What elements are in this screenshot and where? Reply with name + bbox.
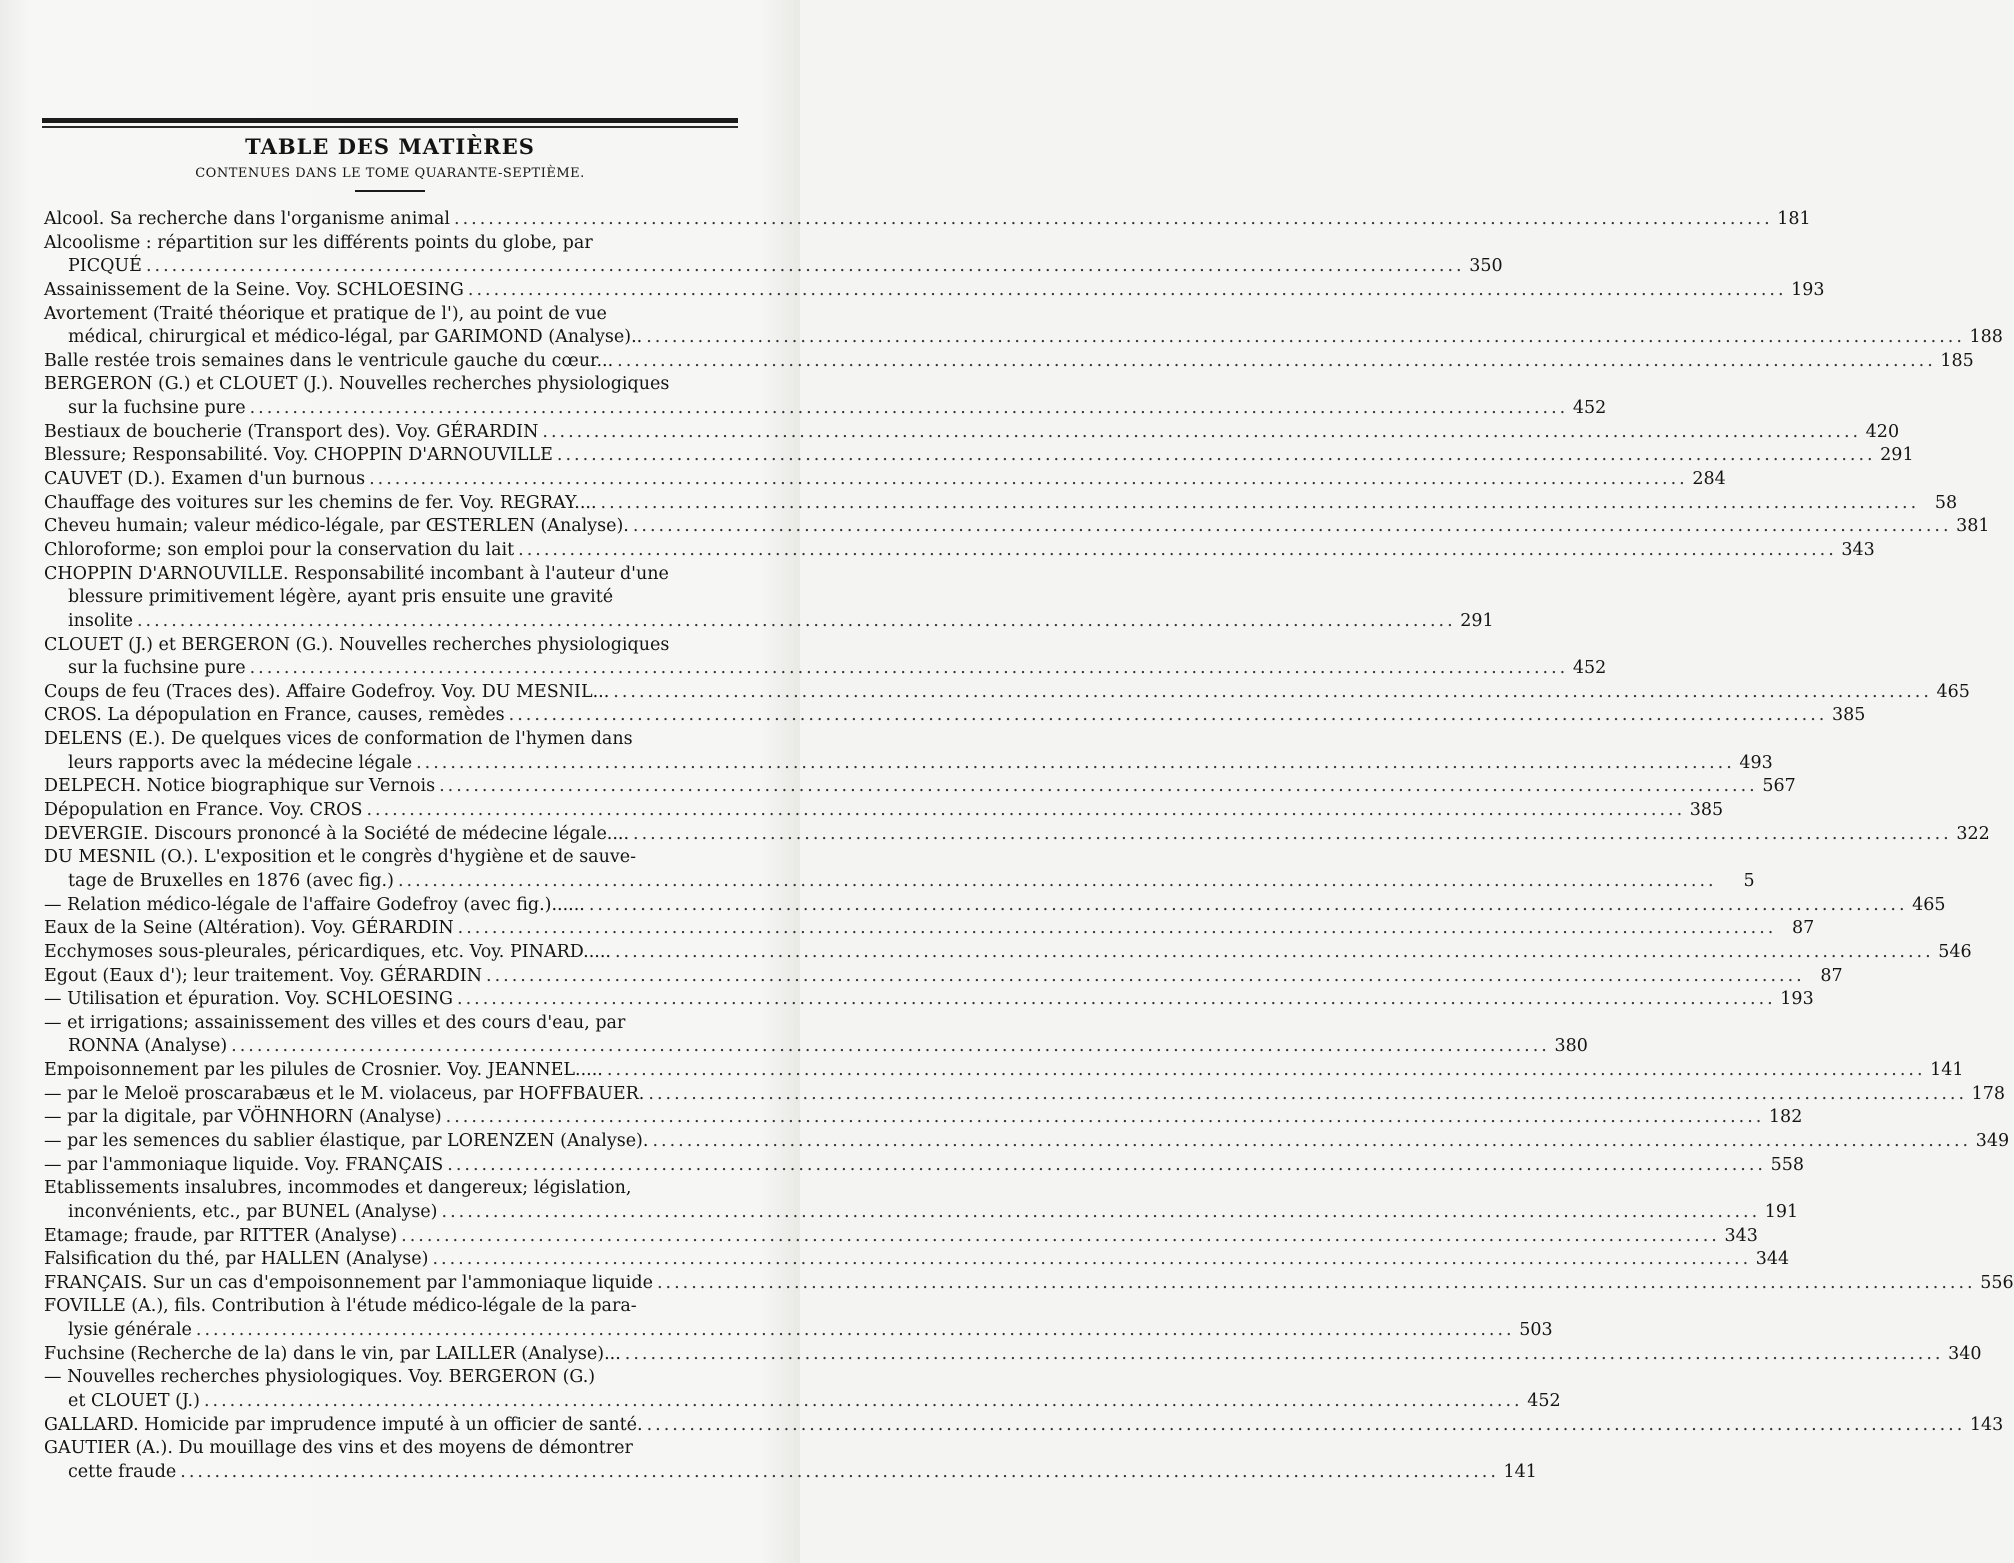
index-line: [44, 1272, 2014, 1296]
page-number: 546: [1938, 941, 1972, 962]
dot-leader: [613, 681, 1932, 705]
index-line: [44, 1106, 1803, 1130]
index-line: [44, 846, 760, 870]
index-line: [44, 1201, 1799, 1225]
index-line: [44, 1154, 1804, 1178]
dot-leader: [250, 397, 1569, 421]
index-line: [44, 1414, 2004, 1438]
index-line: [44, 799, 1724, 823]
page-number: 385: [1831, 705, 1866, 726]
dot-leader: [589, 894, 1908, 918]
page-number: 284: [1692, 469, 1726, 490]
page-number: 556: [1980, 1272, 2014, 1293]
page-number: 143: [1969, 1414, 2004, 1435]
entry-text: DEVERGIE. Discours prononcé à la Société de médecine légale....: [44, 823, 630, 844]
dot-leader: [646, 326, 1965, 350]
page-number: 380: [1554, 1036, 1588, 1057]
page-number: 465: [1912, 894, 1946, 915]
dot-leader: [617, 350, 1936, 374]
index-line: [44, 988, 1814, 1012]
index-line: [44, 1295, 760, 1319]
index-line: [44, 634, 760, 658]
dot-leader: [204, 1390, 1523, 1414]
page-number: 465: [1936, 681, 1970, 702]
dot-leader: [231, 1035, 1550, 1059]
page-number: 87: [1820, 965, 1843, 986]
entry-text: lysie générale: [68, 1320, 192, 1341]
top-thick-rule: [42, 118, 738, 123]
entry-text: Egout (Eaux d'); leur traitement. Voy. GÉRARDIN: [44, 965, 483, 986]
index-line: [44, 515, 1990, 539]
entry-text: Alcool. Sa recherche dans l'organisme animal: [44, 209, 451, 229]
page-number: 381: [1956, 516, 1990, 537]
entry-text: inconvénients, etc., par BUNEL (Analyse): [68, 1201, 438, 1222]
entry-text: Chauffage des voitures sur les chemins de fer. Voy. REGRAY....: [44, 492, 597, 513]
page-number: 385: [1689, 800, 1724, 821]
page-number: 87: [1792, 918, 1815, 939]
page-number: 322: [1956, 823, 1990, 844]
dot-leader: [652, 1130, 1971, 1154]
page-number: 340: [1948, 1343, 1982, 1364]
index-line: [44, 917, 1815, 941]
index-line: [44, 894, 1946, 918]
page-number: 452: [1572, 658, 1607, 679]
dot-leader: [196, 1319, 1515, 1343]
index-line: [44, 1366, 760, 1390]
page-number: 291: [1880, 445, 1914, 466]
dot-leader: [250, 657, 1569, 681]
page-number: 141: [1503, 1461, 1537, 1482]
dot-leader: [601, 492, 1920, 516]
entry-text: CROS. La dépopulation en France, causes, remèdes: [44, 705, 505, 726]
index-line: [44, 1248, 1790, 1272]
dot-leader: [442, 1201, 1761, 1225]
index-line: [44, 1059, 1964, 1083]
page-number: 503: [1519, 1320, 1553, 1341]
dot-leader: [647, 1414, 1966, 1438]
entry-text: — Utilisation et épuration. Voy. SCHLOESING: [44, 989, 454, 1010]
dot-leader: [607, 1059, 1926, 1083]
entry-text: Blessure; Responsabilité. Voy. CHOPPIN D'ARNOUVILLE: [44, 445, 553, 466]
dot-leader: [625, 1343, 1944, 1367]
index-line: [44, 610, 1494, 634]
dot-leader: [458, 917, 1777, 941]
page-number: 182: [1768, 1107, 1803, 1128]
entry-text: BERGERON (G.) et CLOUET (J.). Nouvelles recherches physiologiques: [44, 374, 670, 395]
top-thin-rule: [42, 126, 738, 128]
page-number: 493: [1739, 752, 1773, 773]
dot-leader: [454, 208, 1773, 232]
entry-text: CAUVET (D.). Examen d'un burnous: [44, 469, 366, 490]
dot-leader: [633, 515, 1952, 539]
entry-text: blessure primitivement légère, ayant pris ensuite une gravité: [68, 587, 614, 608]
entry-text: Chloroforme; son emploi pour la conservation du lait: [44, 539, 515, 560]
entry-text: et CLOUET (J.): [68, 1391, 200, 1412]
dot-leader: [486, 965, 1805, 989]
entry-text: sur la fuchsine pure: [68, 398, 246, 419]
index-line: [44, 657, 1607, 681]
index-line: [44, 728, 760, 752]
entry-text: insolite: [68, 610, 133, 631]
dot-leader: [398, 870, 1717, 894]
entry-text: GAUTIER (A.). Du mouillage des vins et des moyens de démontrer: [44, 1438, 633, 1459]
entry-text: cette fraude: [68, 1461, 177, 1482]
page-number: 193: [1791, 279, 1825, 300]
page-number: 452: [1572, 398, 1607, 419]
index-line: [44, 941, 1972, 965]
entry-text: — Relation médico-légale de l'affaire Godefroy (avec fig.)......: [44, 894, 585, 915]
entry-text: Coups de feu (Traces des). Affaire Godefroy. Voy. DU MESNIL...: [44, 681, 610, 702]
page-number: 567: [1762, 776, 1796, 797]
dot-leader: [439, 775, 1758, 799]
page-number: 185: [1940, 350, 1974, 371]
entry-text: DELENS (E.). De quelques vices de conformation de l'hymen dans: [44, 729, 633, 750]
index-line: [44, 421, 1900, 445]
entry-text: Dépopulation en France. Voy. CROS: [44, 800, 363, 821]
entry-text: DU MESNIL (O.). L'exposition et le congrès d'hygiène et de sauve-: [44, 847, 637, 868]
entry-text: FRANÇAIS. Sur un cas d'empoisonnement par l'ammoniaque liquide: [44, 1272, 653, 1293]
page-number: 181: [1777, 209, 1811, 229]
index-line: [44, 1177, 760, 1201]
entry-text: Fuchsine (Recherche de la) dans le vin, par LAILLER (Analyse)...: [44, 1343, 621, 1364]
page-number: 141: [1930, 1060, 1964, 1081]
index-line: [44, 1130, 2010, 1154]
index-line: [44, 681, 1970, 705]
entry-text: GALLARD. Homicide par imprudence imputé à un officier de santé.: [44, 1414, 643, 1435]
entry-text: — par le Meloë proscarabæus et le M. violaceus, par HOFFBAUER.: [44, 1083, 645, 1104]
index-entries: [44, 208, 2014, 1485]
dot-leader: [457, 988, 1776, 1012]
index-line: [44, 823, 1990, 847]
page-number: 343: [1724, 1225, 1758, 1246]
index-line: [44, 752, 1773, 776]
entry-text: Avortement (Traité théorique et pratique de l'), au point de vue: [44, 303, 607, 324]
index-line: [44, 586, 760, 610]
entry-text: DELPECH. Notice biographique sur Vernois: [44, 776, 436, 797]
entry-text: médical, chirurgical et médico-légal, par GARIMOND (Analyse)..: [68, 327, 643, 348]
entry-text: CHOPPIN D'ARNOUVILLE. Responsabilité incombant à l'auteur d'une: [44, 563, 669, 584]
entry-text: PICQUÉ: [68, 256, 142, 277]
page-number: 350: [1469, 256, 1503, 277]
page-number: 420: [1865, 421, 1900, 442]
dot-leader: [432, 1248, 1751, 1272]
index-line: [44, 1461, 1537, 1485]
entry-text: tage de Bruxelles en 1876 (avec fig.): [68, 870, 394, 891]
entry-text: — et irrigations; assainissement des villes et des cours d'eau, par: [44, 1012, 626, 1033]
title-divider: [355, 190, 425, 192]
index-line: [44, 303, 760, 327]
index-line: [44, 492, 1958, 516]
index-line: [44, 704, 1866, 728]
index-line: [44, 1343, 1982, 1367]
index-line: [44, 279, 1825, 303]
index-line: [44, 870, 1755, 894]
index-line: [44, 1083, 2006, 1107]
index-line: [44, 208, 1811, 232]
index-line: [44, 326, 2003, 350]
page-number: 344: [1755, 1249, 1790, 1270]
dot-leader: [401, 1225, 1720, 1249]
dot-leader: [615, 941, 1934, 965]
dot-leader: [509, 704, 1828, 728]
dot-leader: [446, 1106, 1765, 1130]
entry-text: — par les semences du sablier élastique, par LORENZEN (Analyse).: [44, 1130, 649, 1151]
index-line: [44, 775, 1796, 799]
entry-text: Etamage; fraude, par RITTER (Analyse): [44, 1225, 398, 1246]
page-number: 193: [1780, 989, 1814, 1010]
page-number: 343: [1841, 539, 1875, 560]
index-line: [44, 397, 1607, 421]
entry-text: Assainissement de la Seine. Voy. SCHLOESING: [44, 279, 464, 300]
index-line: [44, 563, 760, 587]
page-number: 178: [1971, 1083, 2006, 1104]
dot-leader: [146, 255, 1465, 279]
entry-text: — par l'ammoniaque liquide. Voy. FRANÇAIS: [44, 1154, 444, 1175]
page-number: 191: [1764, 1201, 1799, 1222]
entry-text: — par la digitale, par VÖHNHORN (Analyse): [44, 1107, 442, 1128]
dot-leader: [542, 421, 1861, 445]
dot-leader: [468, 279, 1787, 303]
index-line: [44, 232, 760, 256]
dot-leader: [369, 468, 1688, 492]
index-line: [44, 468, 1726, 492]
page-number: 291: [1460, 610, 1494, 631]
index-line: [44, 255, 1503, 279]
entry-text: Empoisonnement par les pilules de Crosnier. Voy. JEANNEL.....: [44, 1060, 603, 1081]
entry-text: Cheveu humain; valeur médico-légale, par ŒSTERLEN (Analyse).: [44, 516, 629, 537]
page-number: 5: [1743, 870, 1755, 891]
index-line: [44, 373, 760, 397]
dot-leader: [447, 1154, 1766, 1178]
page-number: 188: [1969, 327, 2003, 348]
index-line: [44, 1390, 1561, 1414]
page-number: 58: [1934, 492, 1958, 513]
entry-text: Etablissements insalubres, incommodes et dangereux; législation,: [44, 1178, 632, 1199]
dot-leader: [648, 1083, 1967, 1107]
index-line: [44, 350, 1974, 374]
index-line: [44, 965, 1843, 989]
index-line: [44, 1437, 760, 1461]
page-number: 349: [1975, 1130, 2010, 1151]
index-line: [44, 1225, 1758, 1249]
index-line: [44, 539, 1875, 563]
dot-leader: [180, 1461, 1499, 1485]
index-line: [44, 1012, 760, 1036]
entry-text: CLOUET (J.) et BERGERON (G.). Nouvelles recherches physiologiques: [44, 634, 670, 655]
page-number: 452: [1527, 1391, 1561, 1412]
dot-leader: [633, 823, 1952, 847]
entry-text: Alcoolisme : répartition sur les différents points du globe, par: [44, 232, 593, 253]
entry-text: FOVILLE (A.), fils. Contribution à l'étude médico-légale de la para-: [44, 1296, 637, 1317]
entry-text: Bestiaux de boucherie (Transport des). Voy. GÉRARDIN: [44, 421, 539, 442]
index-line: [44, 1035, 1588, 1059]
index-line: [44, 1319, 1553, 1343]
header-rules: [42, 118, 738, 128]
dot-leader: [518, 539, 1837, 563]
entry-text: leurs rapports avec la médecine légale: [68, 752, 413, 773]
entry-text: — Nouvelles recherches physiologiques. Voy. BERGERON (G.): [44, 1367, 596, 1388]
dot-leader: [557, 444, 1876, 468]
page-subtitle: CONTENUES DANS LE TOME QUARANTE-SEPTIÈME.: [195, 166, 585, 181]
index-line: [44, 444, 1914, 468]
dot-leader: [416, 752, 1735, 776]
page-number: 558: [1770, 1154, 1804, 1175]
entry-text: sur la fuchsine pure: [68, 658, 246, 679]
entry-text: Balle restée trois semaines dans le ventricule gauche du cœur...: [44, 350, 614, 371]
entry-text: Ecchymoses sous-pleurales, péricardiques, etc. Voy. PINARD.....: [44, 941, 611, 962]
dot-leader: [657, 1272, 1976, 1296]
entry-text: Falsification du thé, par HALLEN (Analyse): [44, 1249, 429, 1270]
dot-leader: [366, 799, 1685, 823]
page-title: TABLE DES MATIÈRES: [245, 134, 535, 159]
entry-text: Eaux de la Seine (Altération). Voy. GÉRARDIN: [44, 918, 454, 939]
entry-text: RONNA (Analyse): [68, 1036, 228, 1057]
dot-leader: [137, 610, 1456, 634]
